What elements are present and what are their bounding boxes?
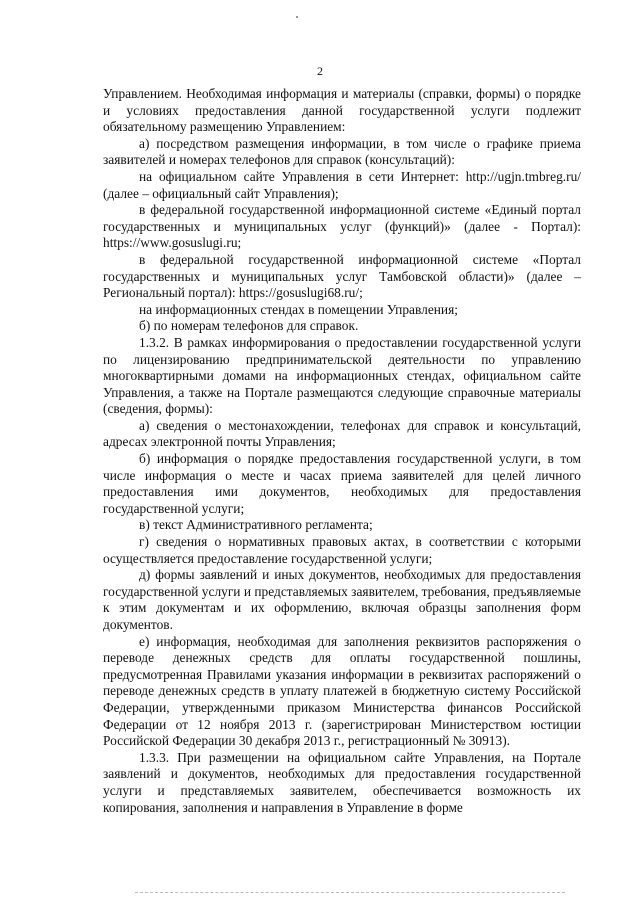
paragraph-item-b: б) по номерам телефонов для справок. — [139, 318, 359, 334]
paragraph-regional-portal: в федеральной государственной информационной системе «Портал государственных и муниципальных услуг Тамбовской области)» (далее – Региональный портал): https://gosuslugi68.ru/; — [103, 251, 581, 301]
paragraph-list-b: б) информация о порядке предоставления государственной услуги, в том числе информация о месте и часах приема заявителей для целей личного предоставления ими документов, необходимых для предоставления государственной услуги; — [103, 451, 581, 516]
paragraph-list-e: е) информация, необходимая для заполнения реквизитов распоряжения о переводе денежных средств для оплаты государственной пошлины, предусмотренная Правилами указания информации в реквизитах распоряжений о переводе денежных средств в уплату платежей в бюджетную систему Российской Федерации, утвержденными приказом Министерства финансов Российской Федерации от 12 ноября 2013 г. (зарегистрирован Министерством юстиции Российской Федерации 30 декабря 2013 г., регистрационный № 30913). — [103, 633, 581, 749]
page-number: 2 — [317, 64, 323, 78]
paragraph-info-stands: на информационных стендах в помещении Управления; — [139, 301, 458, 317]
paragraph-list-v: в) текст Административного регламента; — [139, 517, 373, 533]
paragraph-official-site: на официальном сайте Управления в сети Интернет: http://ugjn.tmbreg.ru/ (далее – официальный сайт Управления); — [103, 168, 581, 201]
paragraph-1-3-2: 1.3.2. В рамках информирования о предоставлении государственной услуги по лицензированию предпринимательской деятельности по управлению многоквартирными домами на информационных стендах, официальном сайте Управления, а также на Портале размещаются следующие справочные материалы (сведения, формы): — [103, 334, 581, 417]
scan-speck — [296, 16, 298, 18]
paragraph-1-3-3: 1.3.3. При размещении на официальном сайте Управления, на Портале заявлений и документов, необходимых для предоставления государственной услуги и представляемых заявителем, обеспечивается возможность их копирования, заполнения и направления в Управление в форме — [103, 749, 581, 815]
paragraph-continuation: Управлением. Необходимая информация и материалы (справки, формы) о порядке и условиях предоставления данной государственной услуги подлежит обязательному размещению Управлением: — [103, 86, 581, 135]
paragraph-list-g: г) сведения о нормативных правовых актах, в соответствии с которыми осуществляется предоставление государственной услуги; — [103, 534, 581, 566]
paragraph-federal-portal: в федеральной государственной информационной системе «Единый портал государственных и муниципальных услуг (функций)» (далее - Портал): https://www.gosuslugi.ru; — [103, 202, 581, 251]
scan-edge-line — [135, 892, 565, 894]
paragraph-list-d: д) формы заявлений и иных документов, необходимых для предоставления государственной услуги и представляемых заявителем, требования, предъявляемые к этим документам и их оформлению, включая образцы заполнения форм документов. — [103, 567, 581, 632]
paragraph-list-a: а) сведения о местонахождении, телефонах для справок и консультаций, адресах электронной почты Управления; — [103, 417, 581, 450]
document-body — [103, 86, 581, 816]
paragraph-item-a: а) посредством размещения информации, в том числе о графике приема заявителей и номерах телефонов для справок (консультаций): — [103, 135, 581, 168]
